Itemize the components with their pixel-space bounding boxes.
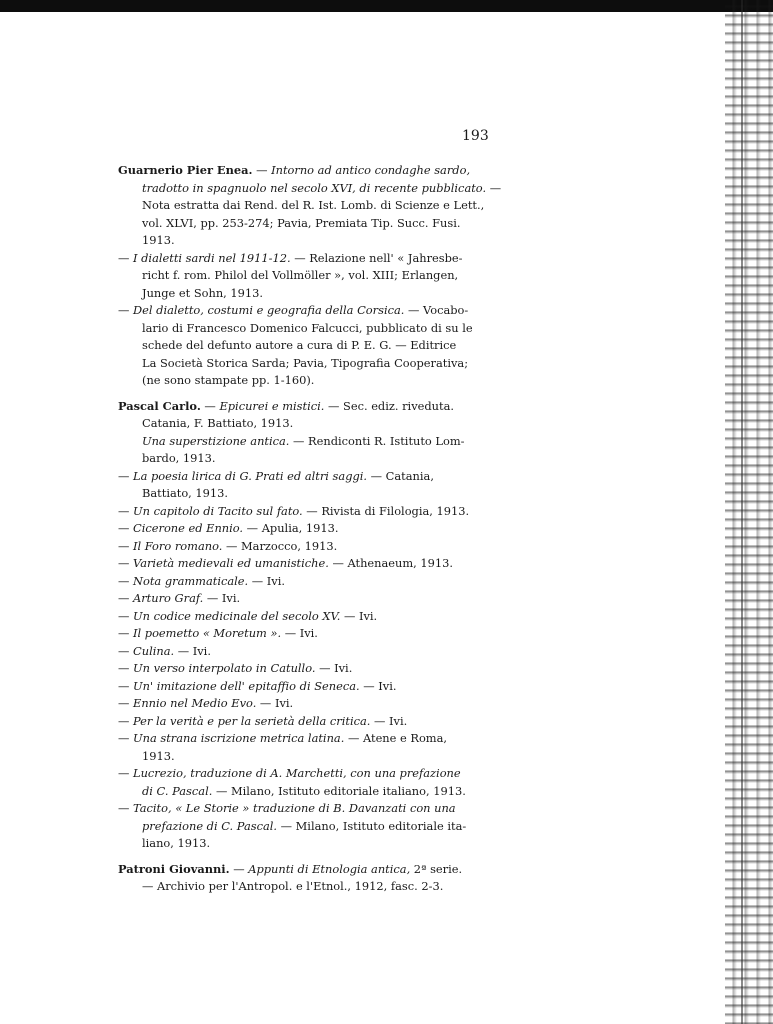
- dash-prefix: —: [118, 468, 134, 483]
- bibliography-entry: [118, 861, 492, 896]
- dash-prefix: —: [118, 801, 134, 815]
- work-title: Un codice medicinale del secolo XV.: [133, 608, 341, 623]
- work-title: tradotto in spagnuolo nel secolo XVI, di recente pubblicato.: [142, 180, 487, 195]
- entry-line-continuation: [118, 232, 492, 250]
- entry-line-start: [118, 520, 492, 538]
- entry-line-start: [118, 250, 492, 268]
- entry-line-start: [118, 861, 492, 879]
- separator-text: —: [229, 861, 249, 876]
- entry-line-continuation: [118, 320, 492, 338]
- entry-line-continuation: [118, 433, 492, 451]
- dash-prefix: —: [118, 643, 134, 658]
- work-title: Culina.: [133, 643, 175, 658]
- entry-line-continuation: [118, 818, 492, 836]
- publication-info: — Athenaeum, 1913.: [328, 556, 454, 570]
- dash-prefix: —: [118, 678, 134, 693]
- publication-info: — Sec. ediz. riveduta.: [324, 398, 454, 413]
- publication-info: — Milano, Istituto editoriale ita-: [277, 818, 467, 833]
- publication-info: — Ivi.: [370, 713, 408, 728]
- publication-info: — Relazione nell' « Jahresbe-: [290, 250, 463, 265]
- entry-line-start: [118, 398, 492, 416]
- entry-line-continuation: [118, 372, 492, 390]
- entry-line-continuation: [118, 878, 492, 896]
- dash-prefix: —: [118, 696, 134, 710]
- entry-line-start: [118, 713, 492, 731]
- publication-info: 1913.: [142, 233, 175, 247]
- publication-info: — Milano, Istituto editoriale italiano, 1913.: [212, 783, 466, 798]
- publication-info: La Società Storica Sarda; Pavia, Tipografia Cooperativa;: [142, 355, 469, 370]
- entry-line-start: [118, 643, 492, 661]
- dash-prefix: —: [118, 250, 134, 265]
- dash-prefix: —: [118, 538, 134, 553]
- entry-line-start: [118, 162, 492, 180]
- publication-info: — Apulia, 1913.: [243, 521, 339, 535]
- entry-line-continuation: [118, 337, 492, 355]
- work-title: Il Foro romano.: [133, 538, 223, 553]
- publication-info: — Atene e Roma,: [344, 731, 448, 745]
- publication-info: Battiato, 1913.: [142, 486, 229, 500]
- work-title: Epicurei e mistici.: [219, 398, 325, 413]
- publication-info: liano, 1913.: [142, 836, 211, 850]
- publication-info: Catania, F. Battiato, 1913.: [142, 416, 294, 430]
- publication-info: vol. XLVI, pp. 253-274; Pavia, Premiata Tip. Succ. Fusi.: [142, 215, 461, 230]
- scan-binding-line: [741, 0, 743, 1024]
- work-title: Arturo Graf.: [133, 591, 204, 605]
- dash-prefix: —: [118, 713, 134, 728]
- entry-line-start: [118, 678, 492, 696]
- publication-info: — Ivi.: [256, 696, 294, 710]
- entry-line-start: [118, 302, 492, 320]
- work-title: Nota grammaticale.: [133, 573, 249, 588]
- work-title: Il poemetto « Moretum ».: [133, 626, 282, 640]
- publication-info: — Ivi.: [281, 626, 318, 640]
- work-title: Varietà medievali ed umanistiche.: [133, 556, 329, 570]
- work-title: Ennio nel Medio Evo.: [133, 696, 257, 710]
- work-title: La poesia lirica di G. Prati ed altri saggi.: [133, 468, 368, 483]
- dash-prefix: —: [118, 591, 134, 605]
- publication-info: — Rendiconti R. Istituto Lom-: [289, 433, 465, 448]
- publication-info: — Vocabo-: [404, 303, 469, 317]
- entry-line-start: [118, 800, 492, 818]
- dash-prefix: —: [118, 521, 134, 535]
- dash-prefix: —: [118, 766, 134, 780]
- bibliography-entry: [118, 398, 492, 853]
- entry-line-start: [118, 573, 492, 591]
- entry-line-start: [118, 590, 492, 608]
- publication-info: (ne sono stampate pp. 1-160).: [142, 373, 315, 387]
- entry-line-continuation: [118, 415, 492, 433]
- entry-line-start: [118, 730, 492, 748]
- work-title: Un capitolo di Tacito sul fato.: [133, 503, 303, 518]
- page-number: 193: [462, 128, 489, 144]
- entry-line-continuation: [118, 197, 492, 215]
- publication-info: — Ivi.: [248, 573, 285, 588]
- author-name: Pascal Carlo.: [118, 398, 201, 413]
- dash-prefix: —: [118, 503, 134, 518]
- publication-info: — Catania,: [367, 468, 434, 483]
- work-title: Un' imitazione dell' epitaffio di Seneca.: [133, 678, 360, 693]
- entry-line-start: [118, 625, 492, 643]
- publication-info: lario di Francesco Domenico Falcucci, pubblicato di su le: [142, 320, 473, 335]
- publication-info: bardo, 1913.: [142, 451, 216, 465]
- work-title: Intorno ad antico condaghe sardo,: [271, 163, 471, 177]
- publication-info: — Archivio per l'Antropol. e l'Etnol., 1912, fasc. 2-3.: [142, 879, 444, 893]
- bibliography-body: [118, 162, 502, 904]
- entry-line-continuation: [118, 485, 492, 503]
- entry-line-start: [118, 660, 492, 678]
- publication-info: schede del defunto autore a cura di P. E. G. — Editrice: [142, 338, 457, 352]
- dash-prefix: —: [118, 731, 134, 745]
- publication-info: — Marzocco, 1913.: [222, 538, 338, 553]
- entry-line-continuation: [118, 355, 492, 373]
- dash-prefix: —: [118, 303, 134, 317]
- publication-info: — Ivi.: [340, 608, 378, 623]
- entry-line-start: [118, 695, 492, 713]
- dash-prefix: —: [118, 608, 134, 623]
- work-title: Appunti di Etnologia antica,: [248, 861, 411, 876]
- entry-line-start: [118, 503, 492, 521]
- entry-line-start: [118, 608, 492, 626]
- publication-info: Nota estratta dai Rend. del R. Ist. Lomb. di Scienze e Lett.,: [142, 198, 485, 212]
- author-name: Patroni Giovanni.: [118, 861, 230, 876]
- work-title: di C. Pascal.: [142, 783, 213, 798]
- dash-prefix: —: [118, 661, 134, 675]
- work-title: Del dialetto, costumi e geografia della Corsica.: [133, 303, 405, 317]
- scan-top-border: [0, 0, 773, 12]
- entry-line-continuation: [118, 180, 502, 198]
- work-title: Lucrezio, traduzione di A. Marchetti, con una prefazione: [133, 766, 461, 780]
- publication-info: — Ivi.: [203, 591, 241, 605]
- publication-info: — Ivi.: [174, 643, 211, 658]
- entry-line-continuation: [118, 215, 492, 233]
- work-title: prefazione di C. Pascal.: [142, 818, 278, 833]
- entry-line-start: [118, 765, 492, 783]
- scan-binding-edge: [725, 0, 773, 1024]
- dash-prefix: —: [118, 573, 134, 588]
- publication-info: — Ivi.: [315, 661, 353, 675]
- publication-info: 2ª serie.: [410, 861, 463, 876]
- work-title: Tacito, « Le Storie » traduzione di B. Davanzati con una: [133, 801, 456, 815]
- entry-line-continuation: [118, 783, 492, 801]
- publication-info: —: [486, 180, 502, 195]
- publication-info: 1913.: [142, 748, 175, 763]
- publication-info: richt f. rom. Philol del Vollmöller », vol. XIII; Erlangen,: [142, 268, 459, 282]
- work-title: Cicerone ed Ennio.: [133, 521, 244, 535]
- separator-text: —: [252, 163, 272, 177]
- entry-line-start: [118, 468, 492, 486]
- separator-text: —: [200, 398, 220, 413]
- entry-line-continuation: [118, 267, 492, 285]
- entry-line-continuation: [118, 450, 492, 468]
- dash-prefix: —: [118, 556, 134, 570]
- publication-info: — Ivi.: [359, 678, 397, 693]
- work-title: Una superstizione antica.: [142, 433, 290, 448]
- work-title: Per la verità e per la serietà della critica.: [133, 713, 371, 728]
- entry-line-continuation: [118, 835, 492, 853]
- author-name: Guarnerio Pier Enea.: [118, 163, 253, 177]
- entry-line-start: [118, 555, 492, 573]
- entry-line-start: [118, 538, 492, 556]
- entry-line-continuation: [118, 748, 492, 766]
- dash-prefix: —: [118, 626, 134, 640]
- publication-info: — Rivista di Filologia, 1913.: [302, 503, 470, 518]
- entry-line-continuation: [118, 285, 492, 303]
- bibliography-entry: [118, 162, 502, 390]
- work-title: Una strana iscrizione metrica latina.: [133, 731, 345, 745]
- work-title: I dialetti sardi nel 1911-12.: [133, 250, 291, 265]
- publication-info: Junge et Sohn, 1913.: [142, 285, 264, 300]
- work-title: Un verso interpolato in Catullo.: [133, 661, 316, 675]
